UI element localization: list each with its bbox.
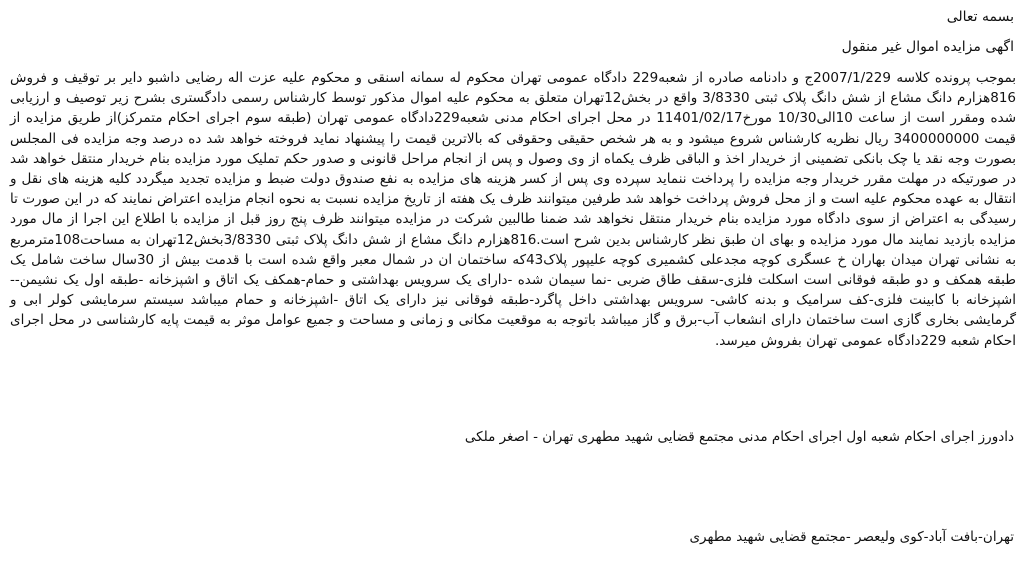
notice-body: بموجب پرونده کلاسه 2007/1/229ج و دادنامه صادره از شعبه229 دادگاه عمومی تهران محکوم له سمانه اسنقی و محکوم علیه عزت اله رضایی داشبو دایر بر توقیف و فروش 816هزارم دانگ مشاع از شش دانگ پلاک ثبتی 3/8330 واقع در بخش12تهران متعلق به محکوم علیه اموال مذکور توسط کارشناس رسمی دادگستری بشرح زیر توصیف و ارزیابی شده ومقرر است از ساعت 10الی10/30 مورخ11401/02/17 در محل اجرای احکام مدنی شعبه229دادگاه عمومی تهران (طبقه سوم اجرای احکام متمرکز)از طریق مزایده از قیمت 3400000000 ریال نظریه کارشناس شروع میشود و به هر شخص حقیقی وحقوقی که بالاترین قیمت را پیشنهاد نماید فروخته خواهد شد ده درصد وجه مزایده فی المجلس بصورت وجه نقد یا چک بانکی تضمینی از خریدار اخذ و الباقی ظرف یکماه از وی وصول و پس از انجام مراحل قانونی و صدور حکم تملیک مورد مزایده بنام خریدار منتقل خواهد شد در صورتیکه در مهلت مقرر خریدار وجه مزایده را پرداخت ننماید سپرده وی پس از کسر هزینه های مزایده به نفع صندوق دولت ضبط و مزایده تجدید میگردد کلیه هزینه های نقل و انتقال به عهده محکوم علیه است و از محل فروش پرداخت خواهد شد طرفین میتوانند ظرف یک هفته از تاریخ مزایده نسبت به نحوه انجام مزایده اعتراض نمایند که در این صورت تا رسیدگی به اعتراض از سوی دادگاه مورد مزایده بنام خریدار منتقل نخواهد شد ضمنا طالبین شرکت در مزایده میتوانند ظرف پنج روز قبل از مزایده با اطلاع این اجرا از مال مورد مزایده بازدید نمایند مال مورد مزایده و بهای ان طبق نظر کارشناس بدین شرح است.816هزارم دانگ مشاع از شش دانگ پلاک ثبتی 3/8330بخش12تهران به مساحت108مترمربع به نشانی تهران میدان بهاران خ عسگری کوچه مجدعلی کشمیری کوچه علیپور پلاک43که ساختمان ان در شمال معبر واقع شده است با قدمت بیش از 30سال ساخت شامل یک طبقه همکف و دو طبقه فوقانی است اسکلت فلزی-سقف طاق ضربی -نما سیمان شده -دارای یک سرویس بهداشتی و حمام-همکف یک اتاق و اشپزخانه -طبقه اول یک نشیمن-- اشپزخانه با کابینت فلزی-کف سرامیک و بدنه کاشی- سرویس بهداشتی داخل پاگرد-طبقه فوقانی نیز دارای یک اتاق -اشپزخانه و حمام میباشد سیستم سرمایشی کولر ابی و گرمایشی بخاری گازی است ساختمان دارای انشعاب آب-برق و گاز میباشد باتوجه به موقعیت مکانی و زمانی و مساحت و جمیع عوامل موثر به قیمت پایه کارشناسی در محل اجرای احکام شعبه 229دادگاه عمومی تهران بفروش میرسد. (10, 70, 1017, 349)
notice-title: اگهی مزایده اموال غیر منقول (841, 39, 1014, 55)
basmala-heading: بسمه تعالی (946, 9, 1014, 25)
address-line: تهران-بافت آباد-کوی ولیعصر -مجتمع قضایی شهید مطهری (689, 529, 1014, 545)
signature-line: دادورز اجرای احکام شعبه اول اجرای احکام مدنی مجتمع قضایی شهید مطهری تهران - اصغر ملکی (464, 429, 1014, 445)
